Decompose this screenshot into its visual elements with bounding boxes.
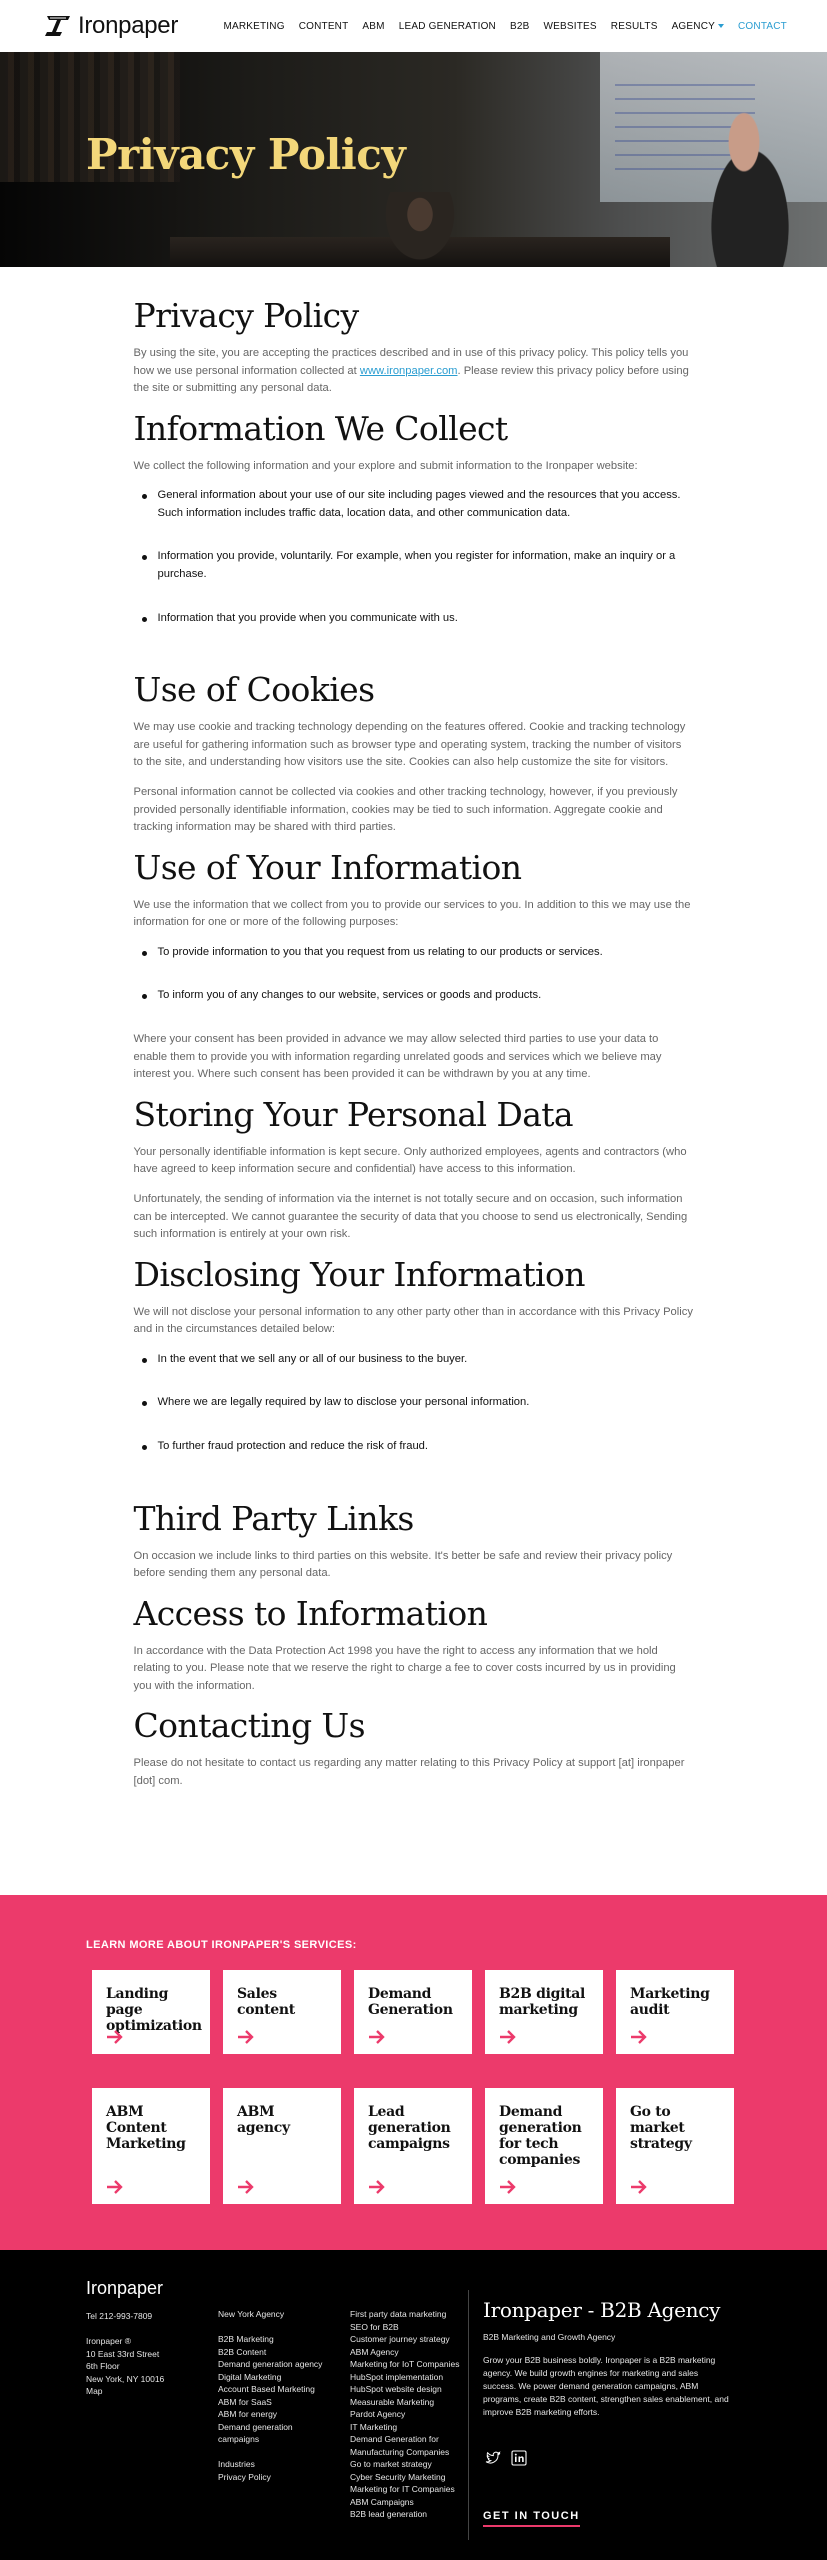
footer-link[interactable]: ABM Campaigns xyxy=(350,2496,414,2507)
service-card-sales-content[interactable] xyxy=(223,1970,341,2054)
hero-person-seated xyxy=(380,192,460,267)
footer-address-line: 10 East 33rd Street xyxy=(86,2348,160,2359)
footer-link[interactable]: HubSpot website design xyxy=(350,2384,442,2394)
paragraph: We collect the following information and your explore and submit information to the Ironpaper website: xyxy=(133,459,638,472)
service-card-lead-generation-campaigns[interactable] xyxy=(354,2088,472,2204)
service-card-title: Lead generation campaigns xyxy=(368,2104,451,2152)
nav-content[interactable]: CONTENT xyxy=(298,20,349,32)
intro-paragraph xyxy=(134,345,694,398)
nav-agency[interactable]: AGENCY xyxy=(671,20,715,32)
footer-link[interactable]: IT Marketing xyxy=(350,2421,398,2432)
list-item: To inform you of any changes to our website, services or goods and products. xyxy=(134,987,694,1005)
bullet-list xyxy=(134,1351,694,1456)
section-access-to-information xyxy=(134,1595,694,1696)
section-disclosing-your-information xyxy=(134,1256,694,1456)
section-privacy-policy xyxy=(134,297,694,398)
footer-link[interactable]: Account Based Marketing xyxy=(218,2384,315,2394)
footer-logo[interactable]: Ironpaper xyxy=(86,2278,164,2298)
chevron-down-icon xyxy=(718,24,724,28)
footer-links-column-2 xyxy=(350,2308,459,2521)
section-heading: Disclosing Your Information xyxy=(133,1254,585,1294)
arrow-right-icon xyxy=(106,2030,124,2044)
site-logo[interactable] xyxy=(44,12,178,40)
section-heading: Contacting Us xyxy=(133,1706,365,1746)
list-item: To provide information to you that you request from us relating to our products or services. xyxy=(134,944,694,962)
nav-contact[interactable]: CONTACT xyxy=(738,20,787,32)
service-card-marketing-audit[interactable] xyxy=(616,1970,734,2054)
footer-agency-title: Ironpaper - B2B Agency xyxy=(483,2298,721,2322)
paragraph: We will not disclose your personal information to any other party other than in accordance with this Privacy Policy and in the circumstances detailed below: xyxy=(133,1305,693,1336)
hero-person-standing xyxy=(690,107,810,267)
hero-title: Privacy Policy xyxy=(86,130,406,179)
paragraph: On occasion we include links to third parties on this website. It's better be safe and review their privacy policy before sending them any personal data. xyxy=(133,1549,673,1580)
footer-link[interactable]: SEO for B2B xyxy=(350,2321,399,2332)
service-card-demand-generation-tech[interactable] xyxy=(485,2088,603,2204)
arrow-right-icon xyxy=(368,2180,386,2194)
nav-results[interactable]: RESULTS xyxy=(610,20,658,32)
service-card-title: Sales content xyxy=(237,1986,295,2018)
footer-link[interactable]: Demand generation xyxy=(218,2421,293,2432)
service-card-abm-agency[interactable] xyxy=(223,2088,341,2204)
footer-link[interactable]: Manufacturing Companies xyxy=(350,2446,450,2457)
service-card-title: Demand generation for tech companies xyxy=(499,2104,582,2168)
footer-link[interactable]: B2B Content xyxy=(218,2346,267,2357)
footer-address-line: New York, NY 10016 xyxy=(86,2373,165,2384)
section-contacting-us xyxy=(134,1707,694,1790)
footer-link[interactable]: ABM for energy xyxy=(218,2409,278,2419)
footer-link[interactable]: Demand generation agency xyxy=(218,2359,323,2369)
footer-link[interactable]: Measurable Marketing xyxy=(350,2396,435,2407)
footer-contact-column xyxy=(86,2310,164,2398)
list-item: General information about your use of our site including pages viewed and the resources that you access. Such information includes traffic data, location data, and other communication data. xyxy=(134,487,694,522)
section-heading: Information We Collect xyxy=(133,408,508,448)
footer-link[interactable]: Demand Generation for xyxy=(350,2434,439,2444)
footer-link[interactable]: HubSpot implementation xyxy=(350,2371,444,2382)
footer-company: Ironpaper ® xyxy=(86,2336,132,2346)
arrow-right-icon xyxy=(368,2030,386,2044)
footer-spacer xyxy=(218,2321,322,2334)
service-card-abm-content-marketing[interactable] xyxy=(92,2088,210,2204)
section-use-of-your-information xyxy=(134,849,694,1084)
service-card-demand-generation[interactable] xyxy=(354,1970,472,2054)
service-card-title: B2B digital marketing xyxy=(499,1986,586,2018)
footer-agency-description: Grow your B2B business boldly. Ironpaper is a B2B marketing agency. We build growth engines for marketing and sales success. We power demand generation campaigns, ABM programs, create B2B content, strengthen sales enablement, and improve B2B marketing efforts. xyxy=(483,2355,729,2417)
service-card-title: Landing page optimization xyxy=(106,1986,202,2034)
footer-spacer xyxy=(86,2323,164,2336)
logo-text: Ironpaper xyxy=(78,12,179,39)
footer-link[interactable]: ABM for SaaS xyxy=(218,2396,272,2407)
footer-link[interactable]: Industries xyxy=(218,2459,255,2469)
section-heading: Access to Information xyxy=(133,1593,488,1633)
paragraph: We use the information that we collect from you to provide our services to you. In addition to this we may use the information for one or more of the following purposes: xyxy=(133,898,691,929)
section-heading: Third Party Links xyxy=(133,1498,414,1538)
paragraph: Unfortunately, the sending of information via the internet is not totally secure and on occasion, such information can be intercepted. We cannot guarantee the security of data that you choose to send us electronically, Sending such information is entirely at your own risk. xyxy=(133,1192,688,1241)
list-item: Where we are legally required by law to disclose your personal information. xyxy=(134,1394,694,1412)
service-card-title: Marketing audit xyxy=(630,1986,710,2018)
nav-agency-wrap[interactable] xyxy=(672,21,724,32)
bullet-list xyxy=(134,944,694,1005)
section-heading: Privacy Policy xyxy=(133,296,359,335)
footer-link[interactable]: B2B Marketing xyxy=(218,2334,274,2344)
section-heading: Storing Your Personal Data xyxy=(133,1094,574,1134)
footer-link[interactable]: Digital Marketing xyxy=(218,2371,282,2382)
service-card-title: ABM agency xyxy=(237,2104,290,2136)
footer-link[interactable]: Cyber Security Marketing xyxy=(350,2471,446,2482)
section-third-party-links xyxy=(134,1500,694,1583)
footer-address-line: 6th Floor xyxy=(86,2361,120,2371)
paragraph: Where your consent has been provided in advance we may allow selected third parties to use your data to enable them to provide you with information regarding unrelated goods and services which we believe may interest you. Where such consent has been provided it can be withdrawn by you at any time. xyxy=(133,1033,662,1081)
service-card-title: ABM Content Marketing xyxy=(106,2104,186,2152)
main-nav xyxy=(223,21,787,32)
paragraph: Please do not hesitate to contact us regarding any matter relating to this Privacy Policy at support [at] ironpaper [dot] com. xyxy=(133,1757,685,1787)
list-item: Information that you provide when you communicate with us. xyxy=(134,610,694,628)
arrow-right-icon xyxy=(237,2180,255,2194)
footer-link[interactable]: ABM Agency xyxy=(350,2346,399,2357)
paragraph: Personal information cannot be collected via cookies and other tracking technology, however, if you previously provided personally identifiable information, cookies may be tied to such information. Aggregate cookie and tracking information may be shared with third parties. xyxy=(133,785,678,834)
footer-link[interactable]: Customer journey strategy xyxy=(350,2334,450,2344)
arrow-right-icon xyxy=(499,2180,517,2194)
nav-websites[interactable]: WEBSITES xyxy=(543,20,597,32)
footer-map-link[interactable]: Map xyxy=(86,2386,103,2396)
footer-links-column-1 xyxy=(218,2308,322,2483)
arrow-right-icon xyxy=(106,2180,124,2194)
site-header xyxy=(0,0,827,52)
ironpaper-logo-icon xyxy=(44,14,72,38)
footer-link[interactable]: First party data marketing xyxy=(350,2309,447,2319)
section-heading: Use of Cookies xyxy=(133,670,375,710)
paragraph: In accordance with the Data Protection Act 1998 you have the right to access any information that we hold relating to you. Please note that we reserve the right to charge a fee to cover costs incurred by us in providing you with the information. xyxy=(133,1644,676,1692)
footer-link[interactable]: B2B lead generation xyxy=(350,2509,428,2519)
hero-banner xyxy=(0,52,827,267)
footer-link[interactable]: Privacy Policy xyxy=(218,2471,271,2482)
bullet-list xyxy=(134,487,694,627)
list-item: Information you provide, voluntarily. For example, when you register for information, make an inquiry or a purchase. xyxy=(134,548,694,583)
footer-link[interactable]: Marketing for IT Companies xyxy=(350,2484,455,2494)
nav-b2b[interactable]: B2B xyxy=(509,20,530,32)
service-card-go-to-market-strategy[interactable] xyxy=(616,2088,734,2204)
service-card-title: Demand Generation xyxy=(368,1986,453,2018)
linkedin-icon[interactable] xyxy=(511,2450,527,2466)
section-information-we-collect xyxy=(134,410,694,628)
arrow-right-icon xyxy=(499,2030,517,2044)
footer-link[interactable]: campaigns xyxy=(218,2434,260,2444)
paragraph: We may use cookie and tracking technology depending on the features offered. Cookie and tracking technology are useful for gathering information such as browser type and operating system, tracking the number of visitors to the site, and understanding how visitors use the site. Cookies can also help customize the site for visitors. xyxy=(133,721,686,769)
footer-social-links xyxy=(485,2450,527,2466)
site-footer xyxy=(0,2250,827,2560)
privacy-policy-content xyxy=(134,267,694,1791)
footer-agency-subtitle: B2B Marketing and Growth Agency xyxy=(483,2332,616,2342)
ironpaper-site-link[interactable]: www.ironpaper.com xyxy=(359,364,458,377)
service-card-b2b-digital-marketing[interactable] xyxy=(485,1970,603,2054)
footer-spacer xyxy=(218,2446,322,2459)
arrow-right-icon xyxy=(630,2180,648,2194)
footer-phone[interactable]: Tel 212-993-7809 xyxy=(86,2311,153,2321)
service-card-landing-page-optimization[interactable] xyxy=(92,1970,210,2054)
nav-lead-generation[interactable]: LEAD GENERATION xyxy=(398,20,496,32)
nav-marketing[interactable]: MARKETING xyxy=(223,20,285,32)
service-card-title: Go to market strategy xyxy=(630,2104,692,2152)
arrow-right-icon xyxy=(237,2030,255,2044)
nav-abm[interactable]: ABM xyxy=(362,20,385,32)
get-in-touch-link[interactable]: GET IN TOUCH xyxy=(483,2510,580,2527)
services-label: LEARN MORE ABOUT IRONPAPER'S SERVICES: xyxy=(86,1939,357,1951)
services-band xyxy=(0,1895,827,2250)
footer-link[interactable]: Pardot Agency xyxy=(350,2409,406,2419)
footer-link[interactable]: Marketing for IoT Companies xyxy=(350,2359,460,2369)
section-storing-your-personal-data xyxy=(134,1096,694,1244)
footer-link[interactable]: New York Agency xyxy=(218,2309,285,2319)
arrow-right-icon xyxy=(630,2030,648,2044)
twitter-icon[interactable] xyxy=(485,2450,501,2466)
list-item: In the event that we sell any or all of our business to the buyer. xyxy=(134,1351,694,1369)
footer-divider xyxy=(468,2290,469,2540)
footer-link[interactable]: Go to market strategy xyxy=(350,2459,432,2469)
section-use-of-cookies xyxy=(134,671,694,837)
paragraph: Your personally identifiable information is kept secure. Only authorized employees, agents and contractors (who have agreed to keep information secure and confidential) have access to this information. xyxy=(133,1145,687,1176)
section-heading: Use of Your Information xyxy=(133,847,522,887)
intro-text-end: . Please review this privacy policy before using the site or submitting any personal data. xyxy=(133,364,689,395)
list-item: To further fraud protection and reduce the risk of fraud. xyxy=(134,1438,694,1456)
intro-text-start: By using the site, you are accepting the practices described and in use of this privacy policy. This policy tells you how we use personal information collected at xyxy=(133,346,689,377)
